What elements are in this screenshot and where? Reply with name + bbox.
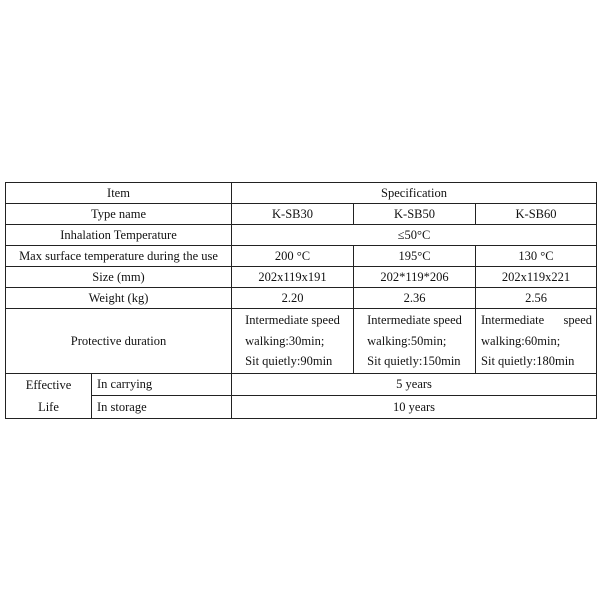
- protective-duration-text: [245, 310, 340, 372]
- type-name-label: Type name: [6, 204, 232, 225]
- inhalation-temperature-row: [6, 225, 597, 246]
- weight-label: Weight (kg): [6, 288, 232, 309]
- type-name-value: K-SB60: [476, 204, 597, 225]
- max-surface-temperature-row: [6, 246, 597, 267]
- protective-duration-word: speed: [563, 313, 593, 327]
- protective-duration-value: [232, 309, 354, 374]
- protective-duration-line: Sit quietly:180min: [481, 354, 575, 368]
- size-value: 202x119x221: [476, 267, 597, 288]
- weight-value: 2.20: [232, 288, 354, 309]
- in-storage-row: [6, 396, 597, 419]
- protective-duration-line: [481, 310, 592, 331]
- protective-duration-line: walking:50min;: [367, 333, 447, 348]
- protective-duration-value: [354, 309, 476, 374]
- max-surface-temperature-value: 195°C: [354, 246, 476, 267]
- weight-row: [6, 288, 597, 309]
- type-name-value: K-SB50: [354, 204, 476, 225]
- type-name-row: [6, 204, 597, 225]
- protective-duration-word: Intermediate: [481, 313, 545, 327]
- size-value: 202x119x191: [232, 267, 354, 288]
- weight-value: 2.56: [476, 288, 597, 309]
- protective-duration-text: [367, 310, 462, 372]
- size-label: Size (mm): [6, 267, 232, 288]
- max-surface-temperature-label: Max surface temperature during the use: [6, 246, 232, 267]
- max-surface-temperature-value: 200 °C: [232, 246, 354, 267]
- header-specification: Specification: [232, 183, 597, 204]
- protective-duration-label: Protective duration: [6, 309, 232, 374]
- protective-duration-text: [481, 310, 592, 372]
- protective-duration-line: Sit quietly:90min: [245, 354, 333, 368]
- type-name-value: K-SB30: [232, 204, 354, 225]
- in-carrying-value: 5 years: [232, 373, 597, 396]
- specification-table: [5, 182, 597, 419]
- size-row: [6, 267, 597, 288]
- inhalation-temperature-label: Inhalation Temperature: [6, 225, 232, 246]
- header-row: [6, 183, 597, 204]
- protective-duration-row: [6, 309, 597, 374]
- in-storage-value: 10 years: [232, 396, 597, 419]
- effective-life-label-line: Effective: [25, 377, 72, 392]
- inhalation-temperature-value: ≤50°C: [232, 225, 597, 246]
- in-carrying-label: In carrying: [92, 373, 232, 396]
- max-surface-temperature-value: 130 °C: [476, 246, 597, 267]
- protective-duration-line: Sit quietly:150min: [367, 354, 461, 368]
- protective-duration-line: walking:30min;: [245, 333, 325, 348]
- effective-life-label-line: Life: [38, 399, 59, 414]
- size-value: 202*119*206: [354, 267, 476, 288]
- protective-duration-line: walking:60min;: [481, 333, 561, 348]
- in-storage-label: In storage: [92, 396, 232, 419]
- protective-duration-line: Intermediate speed: [245, 313, 340, 327]
- header-item: Item: [6, 183, 232, 204]
- in-carrying-row: [6, 373, 597, 396]
- protective-duration-line: Intermediate speed: [367, 313, 462, 327]
- protective-duration-value: [476, 309, 597, 374]
- effective-life-label: [6, 373, 92, 418]
- weight-value: 2.36: [354, 288, 476, 309]
